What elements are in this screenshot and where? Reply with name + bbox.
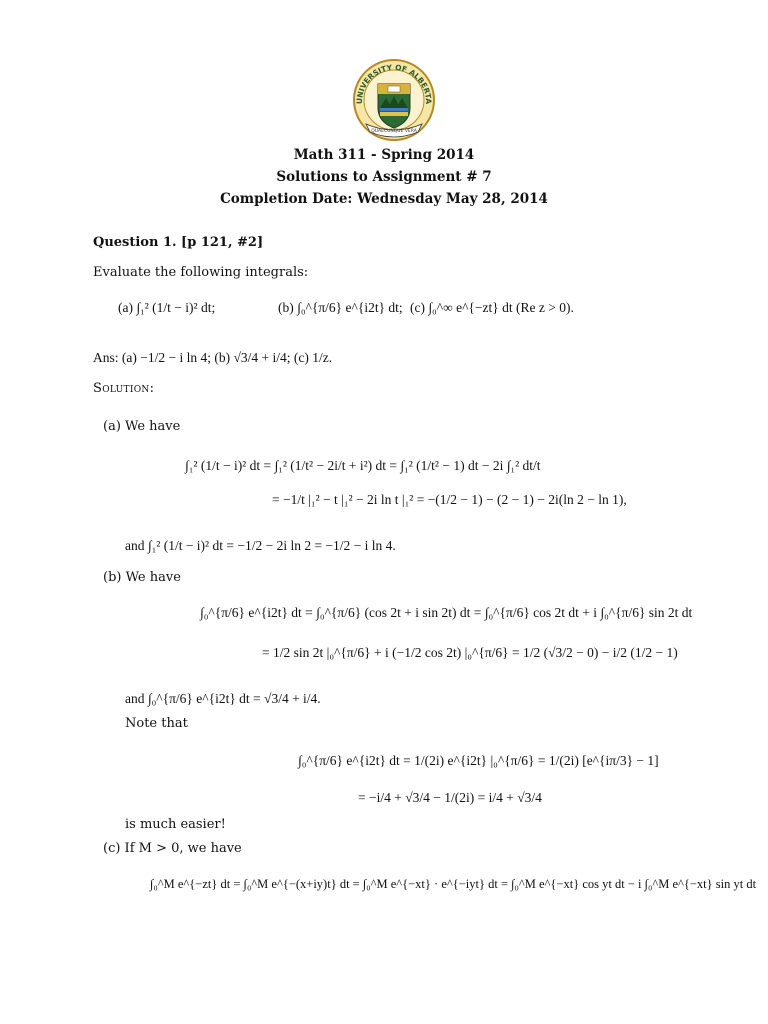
part-b-eq1: ∫₀^{π/6} e^{i2t} dt = ∫₀^{π/6} (cos 2t + i sin 2t) dt = ∫₀^{π/6} cos 2t dt + i ∫₀^{π/6} sin 2t dt [200,605,693,620]
course-title: Math 311 - Spring 2014 [293,147,475,163]
question-title: Question 1. [p 121, #2] [93,235,264,250]
university-crest-logo [352,58,436,142]
part-c-eq1: ∫₀^M e^{−zt} dt = ∫₀^M e^{−(x+iy)t} dt = ∫₀^M e^{−xt} · e^{−iyt} dt = ∫₀^M e^{−xt} cos yt dt − i ∫₀^M e^{−xt} sin yt dt [150,877,757,891]
assignment-title: Solutions to Assignment # 7 [276,169,492,185]
completion-date: Completion Date: Wednesday May 28, 2014 [220,191,548,207]
part-a-conclusion: and ∫₁² (1/t − i)² dt = −1/2 − 2i ln 2 = −1/2 − i ln 4. [125,538,396,553]
crest-motto: QUAECUNQUE VERA [371,129,417,134]
crest-ring-text: UNIVERSITY OF ALBERTA [354,62,434,105]
part-a-eq2: = −1/t |₁² − t |₁² − 2i ln t |₁² = −(1/2 − 1) − (2 − 1) − 2i(ln 2 − ln 1), [272,492,627,507]
part-b-conclusion: and ∫₀^{π/6} e^{i2t} dt = √3/4 + i/4. [125,691,321,706]
part-b-label: (b) We have [103,570,181,585]
solution-heading: Solution: [93,381,155,396]
part-b-remark: is much easier! [125,817,226,832]
part-b-eq2: = 1/2 sin 2t |₀^{π/6} + i (−1/2 cos 2t) |₀^{π/6} = 1/2 (√3/2 − 0) − i/2 (1/2 − 1) [262,645,678,660]
part-b-eq3: ∫₀^{π/6} e^{i2t} dt = 1/(2i) e^{i2t} |₀^{π/6} = 1/(2i) [e^{iπ/3} − 1] [298,753,659,768]
part-b-note: Note that [125,716,188,731]
question-prompt: Evaluate the following integrals: [93,265,309,280]
part-a-eq1: ∫₁² (1/t − i)² dt = ∫₁² (1/t² − 2i/t + i²) dt = ∫₁² (1/t² − 1) dt − 2i ∫₁² dt/t [185,458,541,473]
part-b-eq4: = −i/4 + √3/4 − 1/(2i) = i/4 + √3/4 [358,790,542,805]
answer-line: Ans: (a) −1/2 − i ln 4; (b) √3/4 + i/4; (c) 1/z. [93,350,333,365]
part-a-label: (a) We have [103,419,181,434]
integral-c: (c) ∫₀^∞ e^{−zt} dt (Re z > 0). [410,300,574,315]
integral-a: (a) ∫₁² (1/t − i)² dt; [118,300,216,315]
part-c-label: (c) If M > 0, we have [103,841,242,856]
integral-b: (b) ∫₀^{π/6} e^{i2t} dt; [278,300,403,315]
